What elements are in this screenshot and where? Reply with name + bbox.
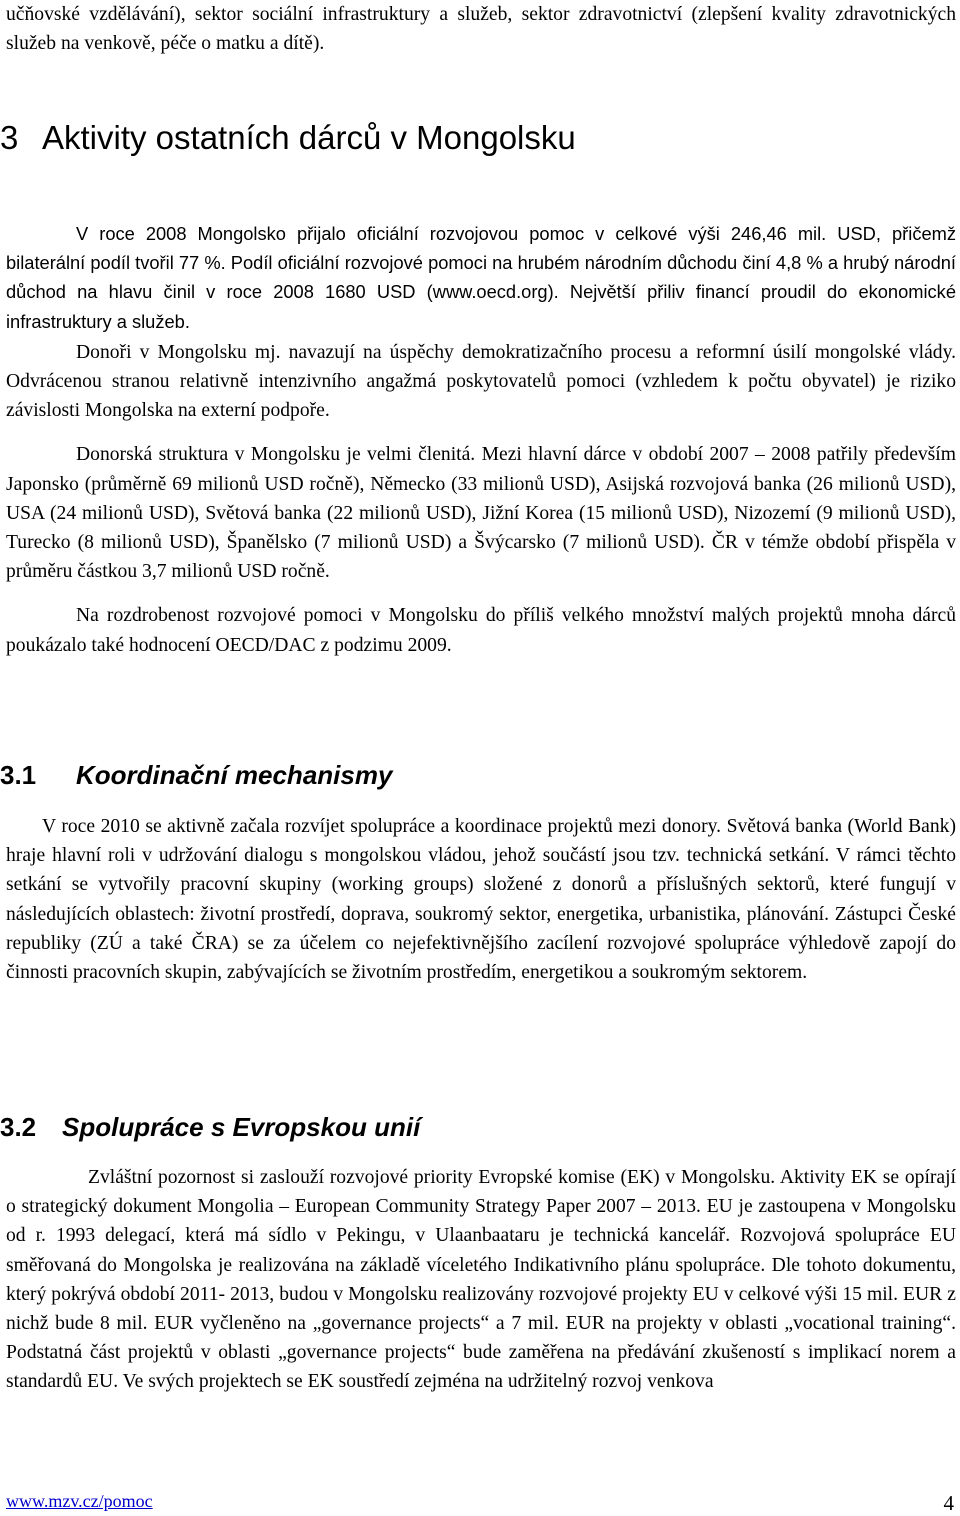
page-number: 4 <box>943 1491 954 1515</box>
page-footer <box>6 1490 956 1515</box>
section-3-1-body <box>6 812 956 987</box>
section-3-paragraph-1: V roce 2008 Mongolsko přijalo oficiální rozvojovou pomoc v celkové výši 246,46 mil. USD, přičemž bilaterální podíl tvořil 77 %. Podíl oficiální rozvojové pomoci na hrubém národním důchodu činí 4,8 % a hrubý národní důchod na hlavu činil v roce 2008 1680 USD (www.oecd.org). Největší přiliv financí proudil do ekonomické infrastruktury a služeb. <box>6 223 956 332</box>
section-3-paragraph-4: Na rozdrobenost rozvojové pomoci v Mongolsku do příliš velkého množství malých projektů mnoha dárců poukázalo také hodnocení OECD/DAC z podzimu 2009. <box>6 605 956 656</box>
section-3-1-paragraph-1: V roce 2010 se aktivně začala rozvíjet spolupráce a koordinace projektů mezi donory. Světová banka (World Bank) hraje hlavní roli v udržování dialogu s mongolskou vládou, jehož součástí jsou tzv. technická setkání. V rámci těchto setkání se vytvořily pracovní skupiny (working groups) složené z donorů a příslušných sektorů, které fungují v následujících oblastech: životní prostředí, doprava, soukromý sektor, energetika, urbanistika, plánování. Zástupci České republiky (ZÚ a také ČRA) se za účelem co nejefektivnějšího zacílení rozvojové spolupráce výhledově zapojí do činnosti pracovních skupin, zabývajících se životním prostředím, energetikou a soukromým sektorem. <box>6 816 956 984</box>
section-3-1-title: Koordinační mechanismy <box>76 760 393 790</box>
section-3-paragraph-3: Donorská struktura v Mongolsku je velmi členitá. Mezi hlavní dárce v období 2007 – 2008 patřily především Japonsko (průměrně 69 milionů USD ročně), Německo (33 milionů USD), Asijská rozvojová banka (26 milionů USD), USA (24 milionů USD), Světová banka (22 milionů USD), Jižní Korea (15 milionů USD), Nizozemí (9 milionů USD), Turecko (8 milionů USD), Španělsko (7 milionů USD) a Švýcarsko (7 milionů USD). ČR v témže období přispěla v průměru částkou 3,7 milionů USD ročně. <box>6 444 956 583</box>
section-3-heading <box>0 116 576 160</box>
section-3-2-heading <box>0 1110 420 1144</box>
section-3-1-number: 3.1 <box>0 760 37 790</box>
section-3-body <box>6 219 956 660</box>
section-3-number: 3 <box>0 119 19 156</box>
section-3-1-heading <box>0 758 392 792</box>
section-3-2-title: Spolupráce s Evropskou unií <box>62 1112 421 1142</box>
footer-link[interactable]: www.mzv.cz/pomoc <box>6 1491 153 1511</box>
intro-paragraph: učňovské vzdělávání), sektor sociální infrastruktury a služeb, sektor zdravotnictví (zlepšení kvality zdravotnických služeb na venkově, péče o matku a dítě). <box>6 4 956 55</box>
section-3-2-body <box>6 1163 956 1397</box>
section-3-paragraph-2: Donoři v Mongolsku mj. navazují na úspěchy demokratizačního procesu a reformní úsilí mongolské vlády. Odvrácenou stranou relativně intenzivního angažmá poskytovatelů pomoci (vzhledem k počtu obyvatel) je riziko závislosti Mongolska na externí podpoře. <box>6 341 956 422</box>
section-3-2-paragraph-1: Zvláštní pozornost si zaslouží rozvojové priority Evropské komise (EK) v Mongolsku. Aktivity EK se opírají o strategický dokument Mongolia – European Community Strategy Paper 2007 – 2013. EU je zastoupena v Mongolsku od r. 1993 delegací, která má sídlo v Pekingu, v Ulaanbaataru je technická kancelář. Rozvojová spolupráce EU směřovaná do Mongolska je realizována na základě víceletého Indikativního plánu spolupráce. Dle tohoto dokumentu, který pokrývá období 2011- 2013, budou v Mongolsku realizovány rozvojové projekty EU v celkové výši 15 mil. EUR z nichž bude 8 mil. EUR vyčleněno na „governance projects“ a 7 mil. EUR na projekty v oblasti „vocational training“. Podstatná část projektů v oblasti „governance projects“ bude zaměřena na předávání zkušeností s implikací norem a standardů EU. Ve svých projektech se EK soustředí zejména na udržitelný rozvoj venkova <box>6 1167 956 1393</box>
section-3-2-number: 3.2 <box>0 1112 37 1142</box>
section-3-title: Aktivity ostatních dárců v Mongolsku <box>42 119 576 156</box>
